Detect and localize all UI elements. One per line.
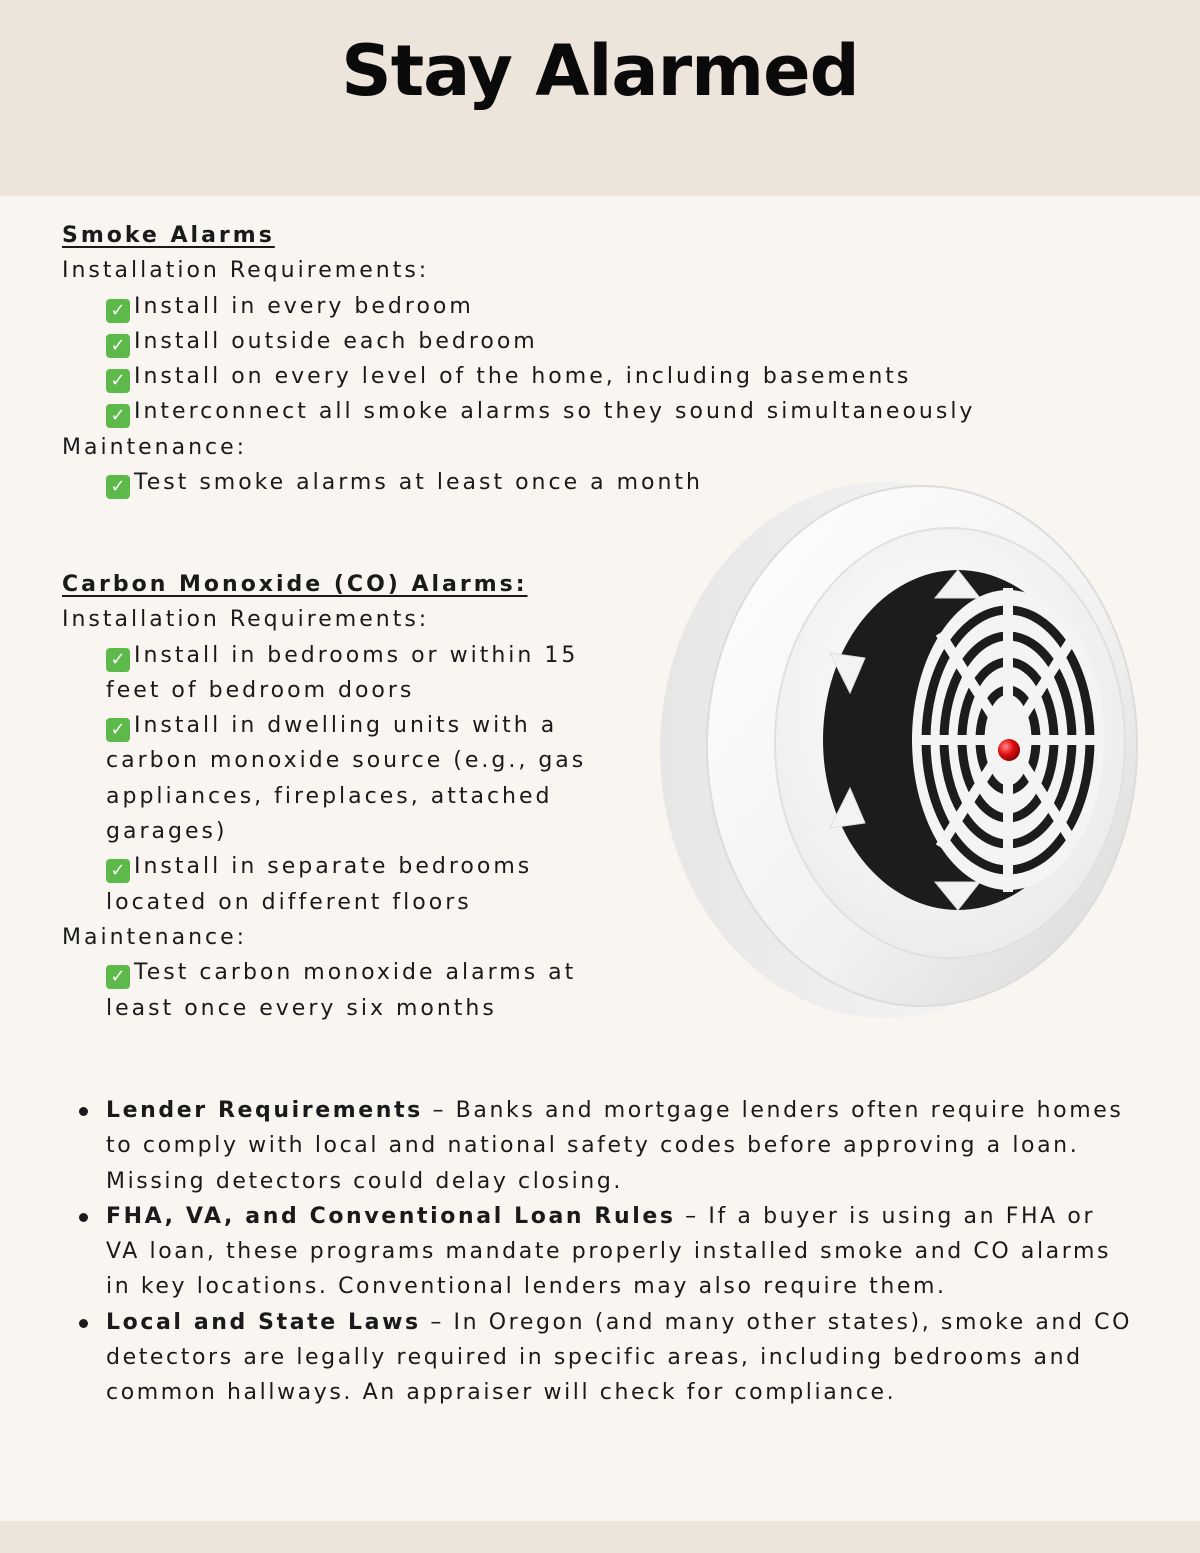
bullet-dot-icon — [79, 1319, 88, 1328]
list-item: ✓ Install in bedrooms or within 15 feet of bedroom doors — [106, 642, 579, 703]
bullet-text: – Banks and mortgage lenders often require homes to comply with local and national safety codes before approving a loan. Missing detectors could delay closing. — [106, 1098, 1124, 1194]
page-title: Stay Alarmed — [341, 30, 859, 112]
check-mark-icon: ✓ — [106, 718, 130, 742]
smoke-detector-illustration — [660, 478, 1142, 1023]
list-item: ✓ Install outside each bedroom — [62, 324, 975, 359]
smoke-alarms-heading: Smoke Alarms — [62, 223, 275, 248]
co-alarms-heading: Carbon Monoxide (CO) Alarms: — [62, 572, 528, 597]
list-item: ✓ Install in separate bedrooms located on different floors — [106, 854, 533, 915]
list-item — [62, 1093, 1132, 1199]
co-maintenance-label: Maintenance: — [62, 924, 248, 950]
check-mark-icon: ✓ — [106, 859, 130, 883]
list-item — [62, 1305, 1132, 1411]
list-item — [62, 1199, 1132, 1305]
check-mark-icon: ✓ — [106, 965, 130, 989]
indicator-light — [998, 739, 1020, 761]
check-mark-icon: ✓ — [106, 334, 130, 358]
requirements-bullet-list — [62, 1093, 1132, 1411]
check-mark-icon: ✓ — [106, 648, 130, 672]
smoke-installation-label: Installation Requirements: — [62, 258, 430, 284]
list-item: ✓ Install on every level of the home, including basements — [62, 359, 975, 394]
list-item: ✓ Interconnect all smoke alarms so they sound simultaneously — [62, 394, 975, 429]
bullet-text: – In Oregon (and many other states), smoke and CO detectors are legally required in specific areas, including bedrooms and common hallways. An appraiser will check for compliance. — [106, 1309, 1133, 1406]
co-installation-label: Installation Requirements: — [62, 607, 430, 633]
check-mark-icon: ✓ — [106, 369, 130, 393]
check-mark-icon: ✓ — [106, 404, 130, 428]
list-item: ✓ Test carbon monoxide alarms at least once every six months — [106, 960, 577, 1021]
bullet-term: Local and State Laws — [106, 1309, 421, 1335]
smoke-maintenance-label: Maintenance: — [62, 434, 248, 460]
bullet-dot-icon — [79, 1107, 88, 1116]
list-item: ✓ Install in dwelling units with a carbon monoxide source (e.g., gas appliances, fireplaces, attached garages) — [106, 713, 587, 845]
footer-band — [0, 1521, 1200, 1553]
list-item: ✓ Install in every bedroom — [62, 289, 975, 324]
check-mark-icon: ✓ — [106, 475, 130, 499]
bullet-text: – If a buyer is using an FHA or VA loan, these programs mandate properly installed smoke and CO alarms in key locations. Conventional lenders may also require them. — [106, 1203, 1112, 1300]
list-item: ✓ Test smoke alarms at least once a month — [62, 465, 975, 500]
bullet-term: Lender Requirements — [106, 1098, 423, 1123]
bullet-dot-icon — [79, 1213, 88, 1222]
co-alarms-section — [62, 567, 606, 1026]
smoke-alarms-section — [62, 218, 975, 500]
check-mark-icon: ✓ — [106, 299, 130, 323]
bullet-term: FHA, VA, and Conventional Loan Rules — [106, 1203, 676, 1229]
